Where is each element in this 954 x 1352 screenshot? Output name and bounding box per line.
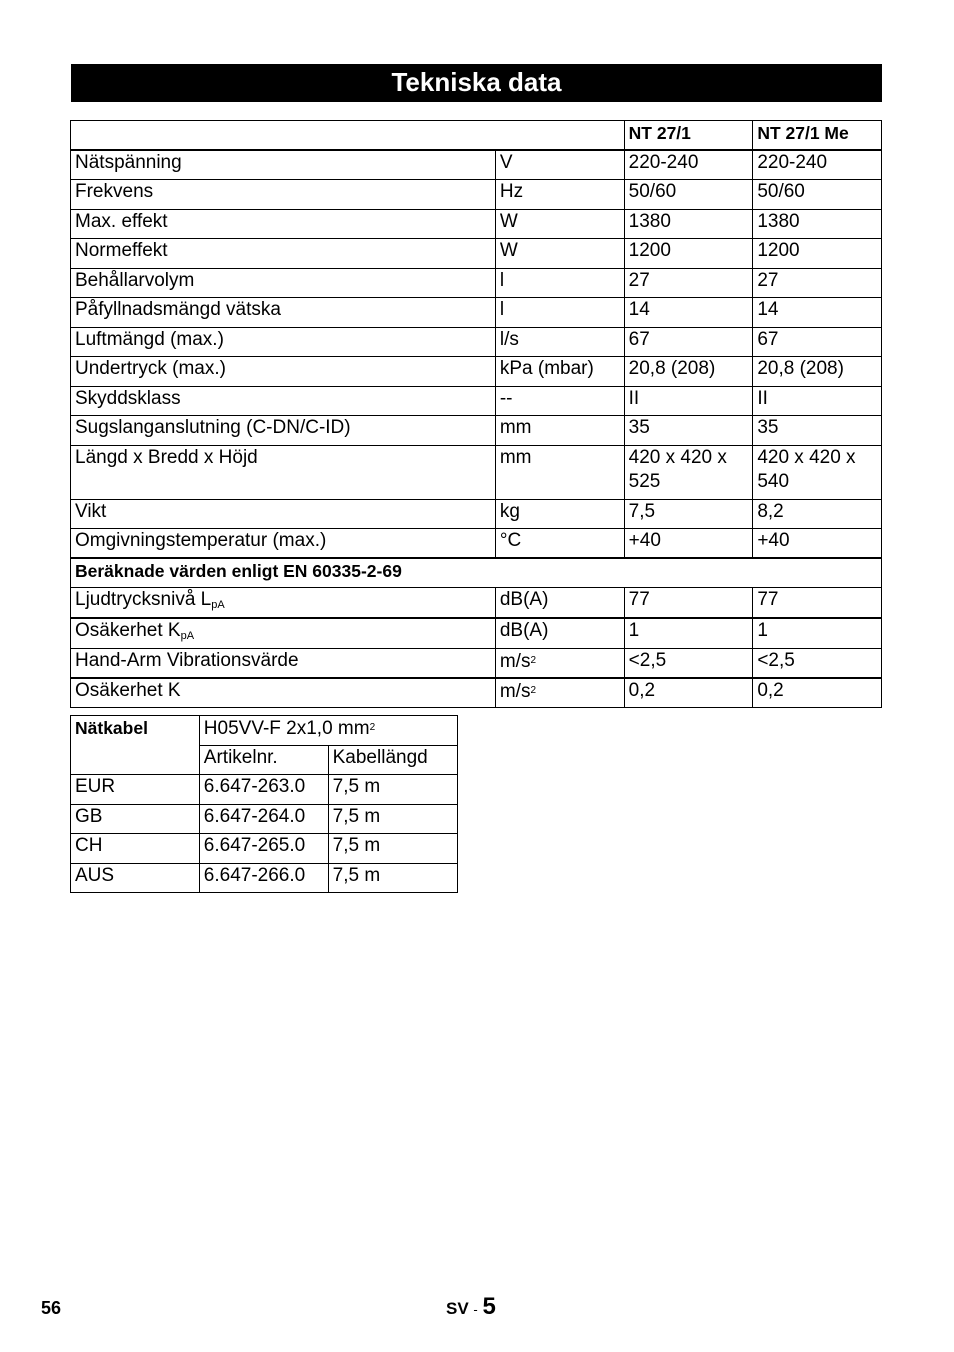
row-value-1: <2,5 — [624, 649, 753, 679]
unit-text: m/s — [499, 681, 531, 702]
row-value-1: 27 — [624, 268, 753, 298]
cable-type — [199, 716, 457, 746]
row-unit: kg — [495, 499, 624, 529]
row-label: Påfyllnadsmängd vätska — [71, 298, 496, 328]
row-value-1: 7,5 — [624, 499, 753, 529]
row-unit: dB(A) — [495, 618, 624, 649]
table-row — [71, 357, 882, 387]
row-value-2: 27 — [753, 268, 882, 298]
row-unit: l/s — [495, 327, 624, 357]
row-unit — [495, 678, 624, 708]
row-unit: V — [495, 150, 624, 180]
column-header-length: Kabellängd — [328, 745, 457, 775]
row-label: Behållarvolym — [71, 268, 496, 298]
table-row — [71, 327, 882, 357]
row-value-2: 77 — [753, 588, 882, 619]
row-value-2: <2,5 — [753, 649, 882, 679]
cable-label: Nätkabel — [71, 716, 200, 775]
label-subscript: pA — [180, 630, 195, 642]
table-row — [71, 239, 882, 269]
table-row — [71, 386, 882, 416]
unit-text: m/s — [499, 651, 531, 672]
row-unit: °C — [495, 529, 624, 559]
table-row — [71, 499, 882, 529]
row-unit: dB(A) — [495, 588, 624, 619]
row-value-2: 14 — [753, 298, 882, 328]
row-unit: Hz — [495, 180, 624, 210]
row-unit: kPa (mbar) — [495, 357, 624, 387]
header-model-1: NT 27/1 — [624, 121, 753, 151]
cable-type-text: H05VV-F 2x1,0 mm — [203, 718, 370, 739]
cable-length: 7,5 m — [328, 775, 457, 805]
cable-length: 7,5 m — [328, 804, 457, 834]
row-value-2: 67 — [753, 327, 882, 357]
row-label: Sugslanganslutning (C-DN/C-ID) — [71, 416, 496, 446]
row-value-1: +40 — [624, 529, 753, 559]
row-unit — [495, 649, 624, 679]
cable-length: 7,5 m — [328, 834, 457, 864]
row-label: Normeffekt — [71, 239, 496, 269]
unit-superscript: 2 — [530, 655, 537, 666]
row-value-1: 20,8 (208) — [624, 357, 753, 387]
row-value-2: 1380 — [753, 209, 882, 239]
table-row — [71, 150, 882, 180]
row-value-1: 0,2 — [624, 678, 753, 708]
row-label — [71, 618, 496, 649]
row-label: Frekvens — [71, 180, 496, 210]
row-value-1: 77 — [624, 588, 753, 619]
row-value-1: II — [624, 386, 753, 416]
table-row — [71, 180, 882, 210]
row-label: Omgivningstemperatur (max.) — [71, 529, 496, 559]
row-value-1: 220-240 — [624, 150, 753, 180]
table-row — [71, 678, 882, 708]
table-row — [71, 834, 458, 864]
label-subscript: pA — [211, 599, 225, 611]
row-value-2: 1200 — [753, 239, 882, 269]
row-value-1: 420 x 420 x 525 — [624, 445, 753, 499]
row-label: Osäkerhet K — [71, 678, 496, 708]
empty-header-cell — [71, 121, 625, 151]
cable-type-superscript: 2 — [369, 722, 376, 733]
cable-region: EUR — [71, 775, 200, 805]
row-label — [71, 588, 496, 619]
language-code: SV — [446, 1299, 469, 1318]
label-text: Osäkerhet K — [75, 620, 181, 641]
row-value-1: 1380 — [624, 209, 753, 239]
section-header-row — [71, 558, 882, 588]
table-row — [71, 298, 882, 328]
section-title: Beräknade värden enligt EN 60335-2-69 — [71, 558, 882, 588]
row-value-2: 35 — [753, 416, 882, 446]
row-value-2: +40 — [753, 529, 882, 559]
label-text: Ljudtrycksnivå L — [75, 589, 212, 610]
row-value-2: 8,2 — [753, 499, 882, 529]
row-label: Max. effekt — [71, 209, 496, 239]
row-unit: l — [495, 268, 624, 298]
cable-article: 6.647-264.0 — [199, 804, 328, 834]
row-value-1: 14 — [624, 298, 753, 328]
table-row — [71, 775, 458, 805]
row-value-2: 220-240 — [753, 150, 882, 180]
footer-dash: - — [473, 1302, 478, 1317]
unit-superscript: 2 — [530, 685, 537, 696]
table-row — [71, 416, 882, 446]
table-row — [71, 268, 882, 298]
cable-header-row — [71, 716, 458, 746]
page-number: 56 — [41, 1298, 62, 1318]
cable-region: AUS — [71, 863, 200, 893]
table-row — [71, 209, 882, 239]
row-label: Luftmängd (max.) — [71, 327, 496, 357]
cable-article: 6.647-265.0 — [199, 834, 328, 864]
row-label: Nätspänning — [71, 150, 496, 180]
row-value-1: 50/60 — [624, 180, 753, 210]
row-value-2: 0,2 — [753, 678, 882, 708]
table-row — [71, 618, 882, 649]
row-value-2: 420 x 420 x 540 — [753, 445, 882, 499]
power-cable-table — [70, 715, 458, 893]
cable-article: 6.647-263.0 — [199, 775, 328, 805]
cable-region: GB — [71, 804, 200, 834]
row-label: Vikt — [71, 499, 496, 529]
column-header-article: Artikelnr. — [199, 745, 328, 775]
cable-length: 7,5 m — [328, 863, 457, 893]
table-row — [71, 588, 882, 619]
row-value-1: 1 — [624, 618, 753, 649]
cable-region: CH — [71, 834, 200, 864]
row-unit: W — [495, 239, 624, 269]
row-value-2: 50/60 — [753, 180, 882, 210]
row-value-1: 1200 — [624, 239, 753, 269]
row-value-1: 67 — [624, 327, 753, 357]
section-number: 5 — [482, 1293, 496, 1320]
row-unit: l — [495, 298, 624, 328]
row-value-2: II — [753, 386, 882, 416]
row-label: Hand-Arm Vibrationsvärde — [71, 649, 496, 679]
row-label: Skyddsklass — [71, 386, 496, 416]
row-value-1: 35 — [624, 416, 753, 446]
row-unit: mm — [495, 416, 624, 446]
header-model-2: NT 27/1 Me — [753, 121, 882, 151]
technical-data-table — [70, 120, 882, 708]
row-value-2: 20,8 (208) — [753, 357, 882, 387]
row-unit: -- — [495, 386, 624, 416]
row-unit: W — [495, 209, 624, 239]
row-label: Undertryck (max.) — [71, 357, 496, 387]
table-row — [71, 649, 882, 679]
cable-article: 6.647-266.0 — [199, 863, 328, 893]
table-row — [71, 863, 458, 893]
row-label: Längd x Bredd x Höjd — [71, 445, 496, 499]
table-row — [71, 804, 458, 834]
table-header-row — [71, 121, 882, 151]
table-row — [71, 529, 882, 559]
row-unit: mm — [495, 445, 624, 499]
table-row — [71, 445, 882, 499]
section-footer — [446, 1293, 496, 1321]
row-value-2: 1 — [753, 618, 882, 649]
page-title: Tekniska data — [71, 64, 882, 102]
